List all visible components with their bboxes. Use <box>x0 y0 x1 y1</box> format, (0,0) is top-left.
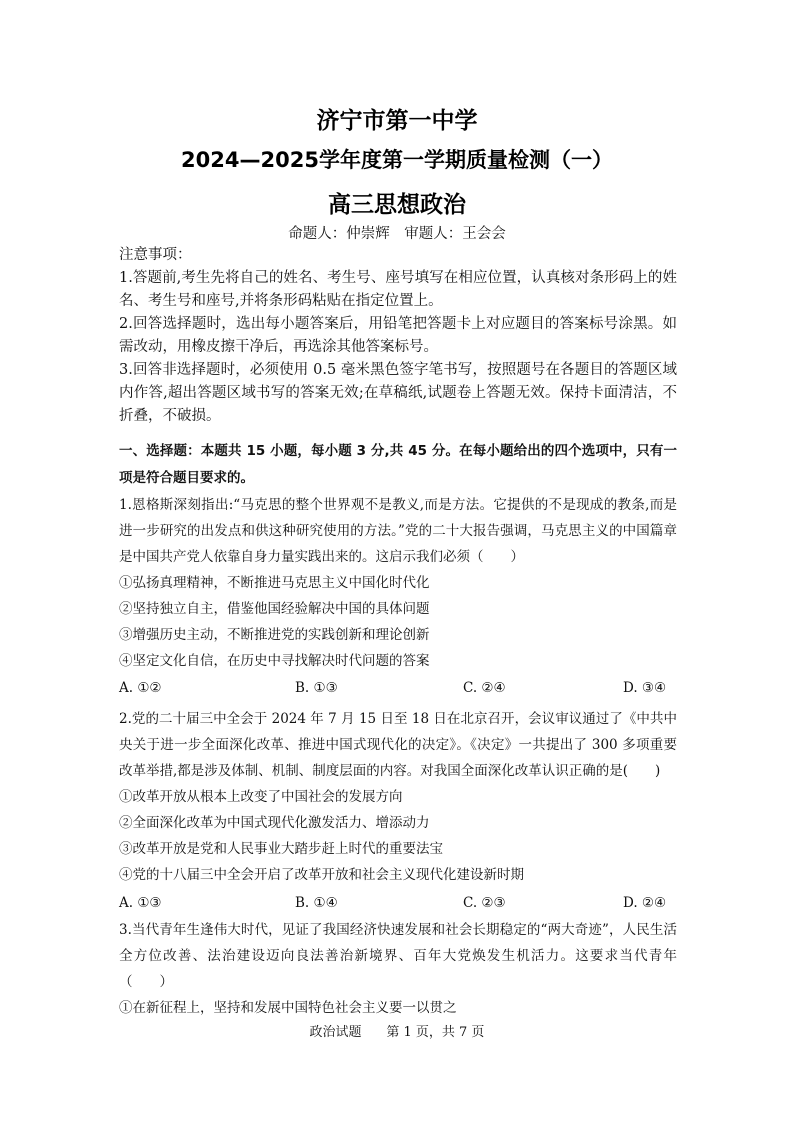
choice-d: D. ②④ <box>623 895 667 911</box>
subject-title: 高三思想政治 <box>328 192 466 218</box>
question-stem: 1.恩格斯深刻指出:“马克思的整个世界观不是教义,而是方法。它提供的不是现成的教条,而是进一步研究的出发点和供这种研究使用的方法。”党的二十大报告强调，马克思主义的中国篇章是中国共产党人依靠自身力量实践出来的。这启示我们必须（ ） <box>119 497 677 565</box>
question-3 <box>119 917 677 1021</box>
choice-d: D. ③④ <box>623 680 667 696</box>
choice-a: A. ①③ <box>119 895 162 911</box>
choice-c: C. ②③ <box>463 895 506 911</box>
question-2 <box>119 706 677 888</box>
question-2-choices <box>119 890 679 916</box>
instruction-item: 3.回答非选择题时，必须使用 0.5 毫米黑色签字笔书写，按照题号在各题目的答题区域内作答,超出答题区域书写的答案无效;在草稿纸,试题卷上答题无效。保持卡面清洁，不折叠，不破损。 <box>119 362 677 424</box>
choice-c: C. ②④ <box>463 680 506 696</box>
statement: ①改革开放从根本上改变了中国社会的发展方向 <box>119 789 403 805</box>
exam-title: 2024—2025学年度第一学期质量检测（一） <box>181 148 613 172</box>
question-1-choices <box>119 675 679 701</box>
statement: ③增强历史主动，不断推进党的实践创新和理论创新 <box>119 627 430 643</box>
authors-line: 命题人：仲崇辉 审题人：王会会 <box>288 226 506 242</box>
school-name: 济宁市第一中学 <box>316 108 478 134</box>
page-footer <box>0 1021 794 1040</box>
instructions-heading: 注意事项： <box>119 247 192 263</box>
statement: ①在新征程上，坚持和发展中国特色社会主义要一以贯之 <box>119 1000 457 1016</box>
choice-b: B. ①③ <box>295 680 338 696</box>
statement: ④党的十八届三中全会开启了改革开放和社会主义现代化建设新时期 <box>119 867 524 883</box>
question-1 <box>119 492 677 674</box>
statement: ①弘扬真理精神，不断推进马克思主义中国化时代化 <box>119 575 430 591</box>
statement: ②坚持独立自主，借鉴他国经验解决中国的具体问题 <box>119 601 430 617</box>
statement: ④坚定文化自信，在历史中寻找解决时代问题的答案 <box>119 653 430 669</box>
choice-a: A. ①② <box>119 680 162 696</box>
question-stem: 2.党的二十届三中全会于 2024 年 7 月 15 日至 18 日在北京召开，会议审议通过了《中共中央关于进一步全面深化改革、推进中国式现代化的决定》。《决定》一共提出了 300 多项重要改革举措,都是涉及体制、机制、制度层面的内容。对我国全面深化改革认识正确的是( ) <box>119 711 677 779</box>
section-heading: 一、选择题：本题共 15 小题，每小题 3 分,共 45 分。在每小题给出的四个选项中，只有一项是符合题目要求的。 <box>119 443 677 486</box>
footer-subject: 政治试题 <box>309 1025 362 1040</box>
statement: ②全面深化改革为中国式现代化激发活力、增添动力 <box>119 815 430 831</box>
instruction-item: 2.回答选择题时，选出每小题答案后，用铅笔把答题卡上对应题目的答案标号涂黑。如需改动，用橡皮擦干净后，再选涂其他答案标号。 <box>119 316 677 355</box>
instruction-item: 1.答题前,考生先将自己的姓名、考生号、座号填写在相应位置，认真核对条形码上的姓名、考生号和座号,并将条形码粘贴在指定位置上。 <box>119 270 677 309</box>
statement: ③改革开放是党和人民事业大踏步赶上时代的重要法宝 <box>119 841 443 857</box>
footer-page-number: 第 1 页，共 7 页 <box>386 1025 485 1040</box>
question-stem: 3.当代青年生逢伟大时代，见证了我国经济快速发展和社会长期稳定的“两大奇迹”，人民生活全方位改善、法治建设迈向良法善治新境界、百年大党焕发生机活力。这要求当代青年（ ） <box>119 922 677 990</box>
instructions <box>119 244 677 428</box>
choice-b: B. ①④ <box>295 895 338 911</box>
